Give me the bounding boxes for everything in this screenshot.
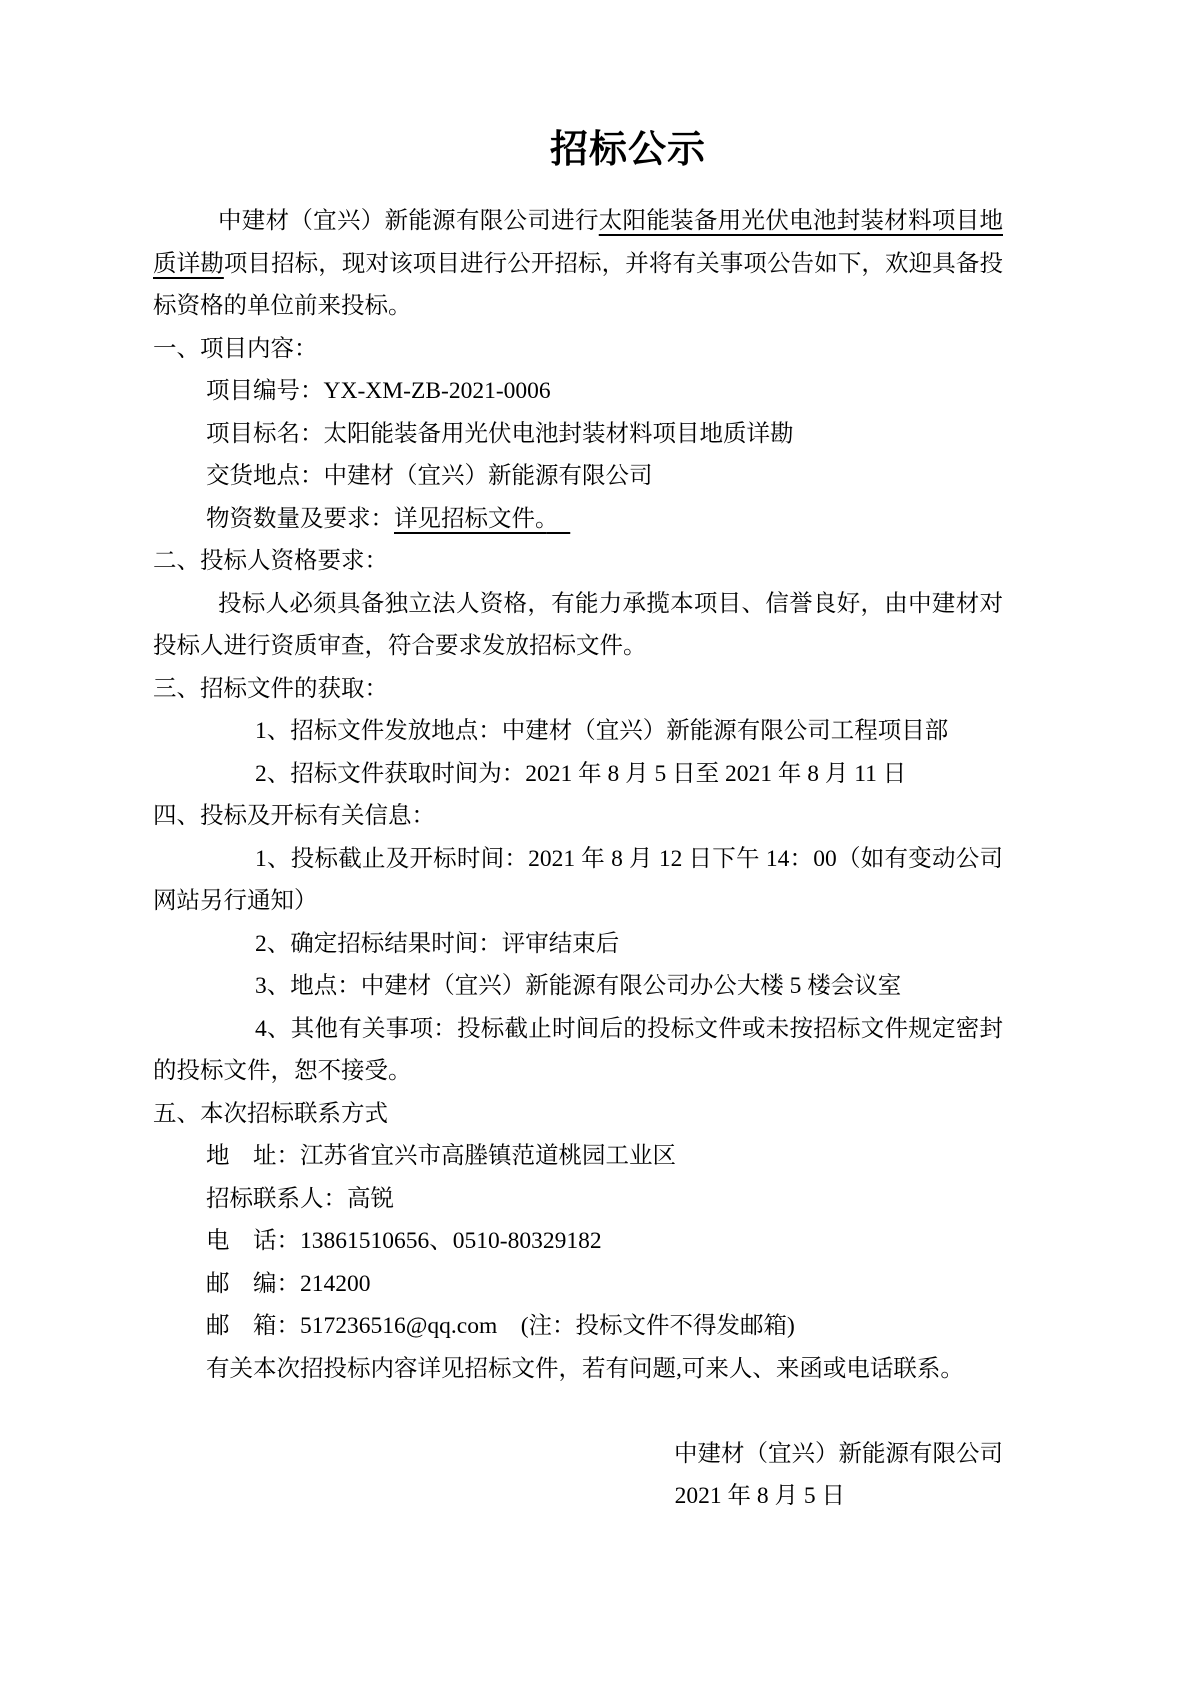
- contact-person-line: 招标联系人：高锐: [206, 1185, 394, 1212]
- section3-heading: 三、招标文件的获取：: [153, 675, 388, 702]
- section2-heading: 二、投标人资格要求：: [153, 548, 388, 574]
- signature-date: 2021 年 8 月 5 日: [674, 1483, 845, 1509]
- materials-value-underlined: 详见招标文件。: [394, 505, 547, 532]
- section4-item-2: 2、确定招标结果时间：评审结束后: [255, 930, 620, 957]
- signature-company: 中建材（宜兴）新能源有限公司: [674, 1440, 1003, 1467]
- closing-note-line: 有关本次招投标内容详见招标文件，若有问题,可来人、来函或电话联系。: [206, 1355, 964, 1382]
- underlined-project-name: 太阳能装备用光伏电池封装材料项目地质详勘: [153, 208, 1003, 277]
- materials-line: [153, 498, 1003, 541]
- page-title: 招标公示: [549, 129, 706, 171]
- project-number-line: 项目编号：YX-XM-ZB-2021-0006: [206, 378, 551, 404]
- intro-text-post: 项目招标，现对该项目进行公开招标，并将有关事项公告如下，欢迎具备投标资格的单位前来投标。: [153, 250, 1003, 319]
- contact-postcode-line: 邮 编：214200: [206, 1270, 371, 1297]
- intro-text-pre: 中建材（宜兴）新能源有限公司进行: [218, 208, 599, 234]
- delivery-place-line: 交货地点：中建材（宜兴）新能源有限公司: [206, 463, 653, 489]
- contact-address-line: 地 址：江苏省宜兴市高塍镇范道桃园工业区: [206, 1143, 676, 1169]
- section5-heading: 五、本次招标联系方式: [153, 1100, 388, 1127]
- materials-label: 物资数量及要求：: [206, 505, 394, 532]
- section4-heading: 四、投标及开标有关信息：: [153, 803, 435, 829]
- section4-item-1: 1、投标截止及开标时间：2021 年 8 月 12 日下午 14：00（如有变动公司网站另行通知）: [153, 845, 1003, 914]
- contact-email-line: 邮 箱：517236516@qq.com (注：投标文件不得发邮箱): [206, 1313, 795, 1339]
- section4-item-3: 3、地点：中建材（宜兴）新能源有限公司办公大楼 5 楼会议室: [255, 973, 902, 999]
- section1-heading: 一、项目内容：: [153, 335, 318, 362]
- section3-item-2: 2、招标文件获取时间为：2021 年 8 月 5 日至 2021 年 8 月 11 日: [255, 760, 907, 787]
- section3-item-1: 1、招标文件发放地点：中建材（宜兴）新能源有限公司工程项目部: [255, 718, 949, 744]
- project-name-line: 项目标名：太阳能装备用光伏电池封装材料项目地质详勘: [206, 420, 794, 447]
- intro-paragraph: [153, 200, 1003, 328]
- contact-phone-line: 电 话：13861510656、0510-80329182: [206, 1228, 602, 1254]
- section4-item-4: 4、其他有关事项：投标截止时间后的投标文件或未按招标文件规定密封的投标文件，恕不接受。: [153, 1015, 1003, 1084]
- section2-body: 投标人必须具备独立法人资格，有能力承揽本项目、信誉良好，由中建材对投标人进行资质审查，符合要求发放招标文件。: [153, 590, 1003, 659]
